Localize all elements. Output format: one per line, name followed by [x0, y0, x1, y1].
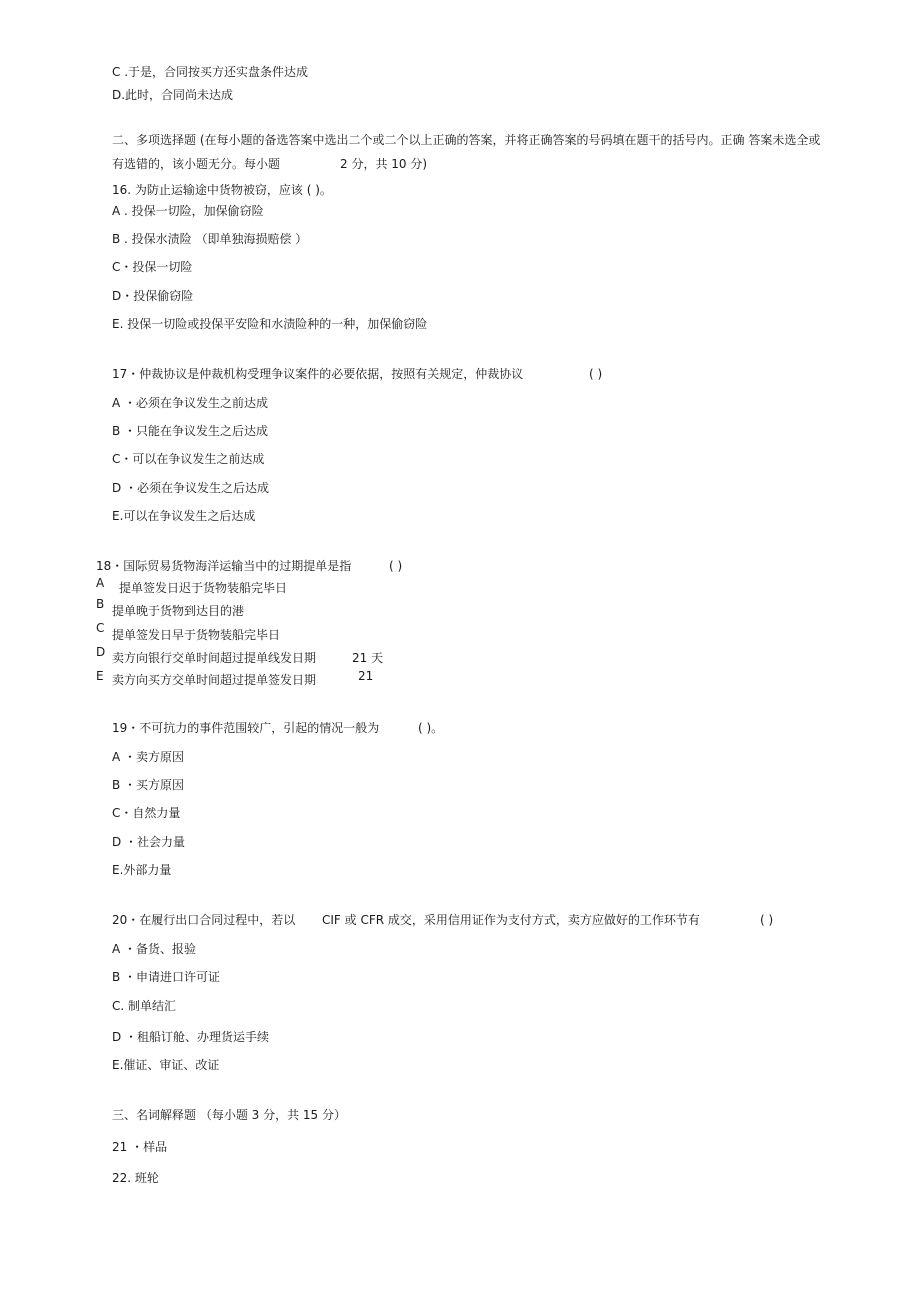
q20-option-c: C. 制单结汇 [112, 999, 177, 1013]
q16-stem: 16. 为防止运输途中货物被窃，应该 ( )。 [112, 183, 332, 197]
q20-option-a: A ・备货、报验 [112, 942, 197, 956]
q18-option-d-days: 21 天 [352, 651, 384, 665]
q20-paren: ( ) [760, 913, 774, 927]
q18-letter-a: A [96, 576, 105, 590]
q16-option-d: D・投保偷窃险 [112, 289, 194, 303]
q17-option-e: E.可以在争议发生之后达成 [112, 509, 256, 523]
q18-paren: ( ) [389, 559, 403, 573]
q19-paren: ( )。 [418, 721, 444, 735]
q20-option-d: D ・租船订舱、办理货运手续 [112, 1030, 270, 1044]
q18-option-e-days: 21 [358, 669, 374, 683]
q16-option-c: C・投保一切险 [112, 260, 193, 274]
q17-option-a: A ・必须在争议发生之前达成 [112, 396, 269, 410]
q19-option-d: D ・社会力量 [112, 835, 186, 849]
section-2-heading [112, 128, 832, 176]
q18-option-a: 提单签发日迟于货物装船完毕日 [119, 581, 288, 595]
q18-letter-c: C [96, 621, 105, 635]
option-c-line: C .于是，合同按买方还实盘条件达成 [112, 65, 309, 79]
q20-stem-continued: CIF 或 CFR 成交，采用信用证作为支付方式，卖方应做好的工作环节有 [322, 913, 700, 927]
q16-option-e: E. 投保一切险或投保平安险和水渍险种的一种，加保偷窃险 [112, 317, 428, 331]
q19-option-b: B ・买方原因 [112, 778, 185, 792]
q18-stem: 18・国际贸易货物海洋运输当中的过期提单是指 [96, 559, 352, 573]
q17-option-c: C・可以在争议发生之前达成 [112, 452, 265, 466]
q19-option-a: A ・卖方原因 [112, 750, 185, 764]
q19-option-e: E.外部力量 [112, 863, 172, 877]
q18-letter-b: B [96, 597, 105, 611]
q20-option-b: B ・申请进口许可证 [112, 970, 221, 984]
q17-option-d: D ・必须在争议发生之后达成 [112, 481, 270, 495]
section-3-heading: 三、名词解释题 （每小题 3 分，共 15 分） [112, 1108, 346, 1122]
q22-term: 22. 班轮 [112, 1171, 159, 1185]
q17-option-b: B ・只能在争议发生之后达成 [112, 424, 269, 438]
q16-option-b: B . 投保水渍险 （即单独海损赔偿 ） [112, 232, 308, 246]
q20-stem: 20・在履行出口合同过程中，若以 [112, 913, 296, 927]
q19-option-c: C・自然力量 [112, 806, 181, 820]
q20-option-e: E.催证、审证、改证 [112, 1058, 220, 1072]
q19-stem: 19・不可抗力的事件范围较广，引起的情况一般为 [112, 721, 380, 735]
q18-option-e: 卖方向买方交单时间超过提单签发日期 [112, 673, 317, 687]
q18-letter-d: D [96, 645, 106, 659]
section-2-score: 2 分，共 10 分) [340, 157, 428, 171]
q18-option-c: 提单签发日早于货物装船完毕日 [112, 628, 281, 642]
q17-paren: ( ) [589, 367, 603, 381]
q18-letter-e: E [96, 669, 104, 683]
section-2-heading-text: 二、多项选择题 (在每小题的备选答案中选出二个或二个以上正确的答案，并将正确答案的号码填在题干的括号内。正确 答案未选全或有选错的，该小题无分。每小题 [112, 133, 821, 171]
q21-term: 21 ・样品 [112, 1140, 168, 1154]
q18-option-d: 卖方向银行交单时间超过提单线发日期 [112, 651, 317, 665]
option-d-line: D.此时，合同尚未达成 [112, 88, 234, 102]
q17-stem: 17・仲裁协议是仲裁机构受理争议案件的必要依据，按照有关规定，仲裁协议 [112, 367, 524, 381]
q18-option-b: 提单晚于货物到达目的港 [112, 604, 245, 618]
q16-option-a: A . 投保一切险，加保偷窃险 [112, 204, 264, 218]
